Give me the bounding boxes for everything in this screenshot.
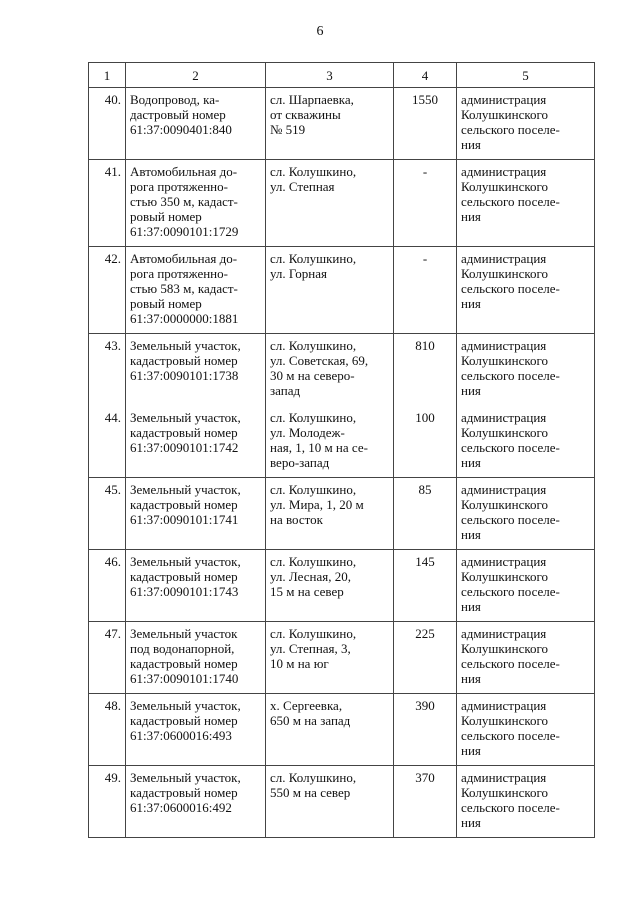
row-number: 41. [89, 160, 126, 247]
header-col-1: 1 [89, 63, 126, 88]
object-location: сл. Шарпаевка, от скважины № 519 [266, 88, 394, 160]
header-col-2: 2 [126, 63, 266, 88]
table-row [89, 622, 595, 694]
table-row [89, 247, 595, 334]
object-length: 810 [394, 334, 457, 406]
table-header-row [89, 63, 595, 88]
row-number: 42. [89, 247, 126, 334]
object-location: сл. Колушкино, ул. Степная [266, 160, 394, 247]
table-row [89, 478, 595, 550]
object-holder: администрация Колушкинского сельского поселе- ния [457, 550, 595, 622]
table-row [89, 406, 595, 478]
object-holder: администрация Колушкинского сельского поселе- ния [457, 406, 595, 478]
object-location: х. Сергеевка, 650 м на запад [266, 694, 394, 766]
header-col-4: 4 [394, 63, 457, 88]
object-location: сл. Колушкино, 550 м на север [266, 766, 394, 838]
object-holder: администрация Колушкинского сельского поселе- ния [457, 694, 595, 766]
object-length: - [394, 160, 457, 247]
header-col-5: 5 [457, 63, 595, 88]
object-holder: администрация Колушкинского сельского поселе- ния [457, 766, 595, 838]
row-number: 43. [89, 334, 126, 406]
object-location: сл. Колушкино, ул. Степная, 3, 10 м на юг [266, 622, 394, 694]
object-location: сл. Колушкино, ул. Горная [266, 247, 394, 334]
object-location: сл. Колушкино, ул. Мира, 1, 20 м на восток [266, 478, 394, 550]
object-name: Земельный участок, кадастровый номер 61:37:0600016:493 [126, 694, 266, 766]
object-holder: администрация Колушкинского сельского поселе- ния [457, 334, 595, 406]
object-length: 1550 [394, 88, 457, 160]
table-row [89, 334, 595, 406]
row-number: 47. [89, 622, 126, 694]
object-name: Земельный участок, кадастровый номер 61:37:0090101:1742 [126, 406, 266, 478]
objects-table [88, 62, 595, 838]
object-length: 225 [394, 622, 457, 694]
object-name: Земельный участок, кадастровый номер 61:37:0600016:492 [126, 766, 266, 838]
object-length: 85 [394, 478, 457, 550]
object-holder: администрация Колушкинского сельского поселе- ния [457, 160, 595, 247]
object-name: Земельный участок, кадастровый номер 61:37:0090101:1738 [126, 334, 266, 406]
object-length: - [394, 247, 457, 334]
object-location: сл. Колушкино, ул. Советская, 69, 30 м на северо- запад [266, 334, 394, 406]
page-number: 6 [316, 24, 324, 39]
object-name: Земельный участок, кадастровый номер 61:37:0090101:1741 [126, 478, 266, 550]
object-holder: администрация Колушкинского сельского поселе- ния [457, 88, 595, 160]
table-row [89, 766, 595, 838]
object-holder: администрация Колушкинского сельского поселе- ния [457, 622, 595, 694]
row-number: 48. [89, 694, 126, 766]
table-row [89, 550, 595, 622]
object-length: 390 [394, 694, 457, 766]
row-number: 45. [89, 478, 126, 550]
row-number: 40. [89, 88, 126, 160]
object-name: Водопровод, ка- дастровый номер 61:37:0090401:840 [126, 88, 266, 160]
row-number: 46. [89, 550, 126, 622]
row-number: 49. [89, 766, 126, 838]
object-holder: администрация Колушкинского сельского поселе- ния [457, 478, 595, 550]
table-row [89, 88, 595, 160]
object-name: Земельный участок, кадастровый номер 61:37:0090101:1743 [126, 550, 266, 622]
object-length: 145 [394, 550, 457, 622]
object-length: 370 [394, 766, 457, 838]
object-holder: администрация Колушкинского сельского поселе- ния [457, 247, 595, 334]
object-location: сл. Колушкино, ул. Молодеж- ная, 1, 10 м на се- веро-запад [266, 406, 394, 478]
header-col-3: 3 [266, 63, 394, 88]
row-number: 44. [89, 406, 126, 478]
table-row [89, 160, 595, 247]
object-name: Земельный участок под водонапорной, кадастровый номер 61:37:0090101:1740 [126, 622, 266, 694]
object-length: 100 [394, 406, 457, 478]
object-location: сл. Колушкино, ул. Лесная, 20, 15 м на север [266, 550, 394, 622]
object-name: Автомобильная до- рога протяженно- стью 350 м, кадаст- ровый номер 61:37:0090101:1729 [126, 160, 266, 247]
object-name: Автомобильная до- рога протяженно- стью 583 м, кадаст- ровый номер 61:37:0000000:1881 [126, 247, 266, 334]
table-row [89, 694, 595, 766]
